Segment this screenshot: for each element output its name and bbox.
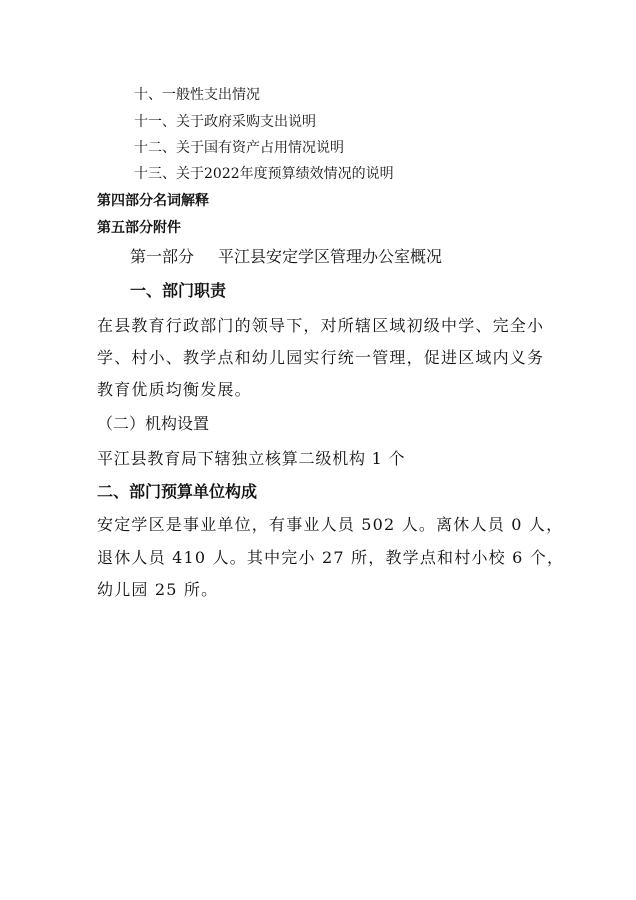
toc-item-government-procurement: 十一、关于政府采购支出说明 — [134, 114, 316, 130]
section1-sub-heading: （二）机构设置 — [97, 414, 210, 433]
section1-paragraph-line: 教育优质均衡发展。 — [97, 380, 252, 399]
toc-item-state-assets: 十二、关于国有资产占用情况说明 — [134, 140, 344, 156]
toc-item-performance-2022: 十三、关于2022年度预算绩效情况的说明 — [134, 166, 394, 182]
chapter-title — [130, 249, 442, 265]
section2-paragraph-line: 退休人员 410 人。其中完小 27 所，教学点和村小校 6 个， — [97, 548, 565, 567]
chapter-title-text: 平江县安定学区管理办公室概况 — [218, 247, 443, 266]
section1-sub-text: 平江县教育局下辖独立核算二级机构 1 个 — [97, 449, 406, 468]
section2-paragraph-line: 幼儿园 25 所。 — [97, 580, 219, 599]
section1-paragraph-line: 学、村小、教学点和幼儿园实行统一管理，促进区域内义务 — [97, 348, 545, 367]
toc-part5-heading: 第五部分附件 — [97, 220, 181, 236]
toc-part4-heading: 第四部分名词解释 — [97, 193, 209, 209]
section1-paragraph-line: 在县教育行政部门的领导下，对所辖区域初级中学、完全小 — [97, 316, 545, 335]
section2-heading: 二、部门预算单位构成 — [97, 482, 258, 501]
section1-heading: 一、部门职责 — [130, 281, 227, 300]
toc-item-general-expenditure: 十、一般性支出情况 — [134, 87, 260, 103]
chapter-part-label: 第一部分 — [130, 247, 195, 266]
section2-paragraph-line: 安定学区是事业单位，有事业人员 502 人。离休人员 0 人， — [97, 515, 564, 534]
